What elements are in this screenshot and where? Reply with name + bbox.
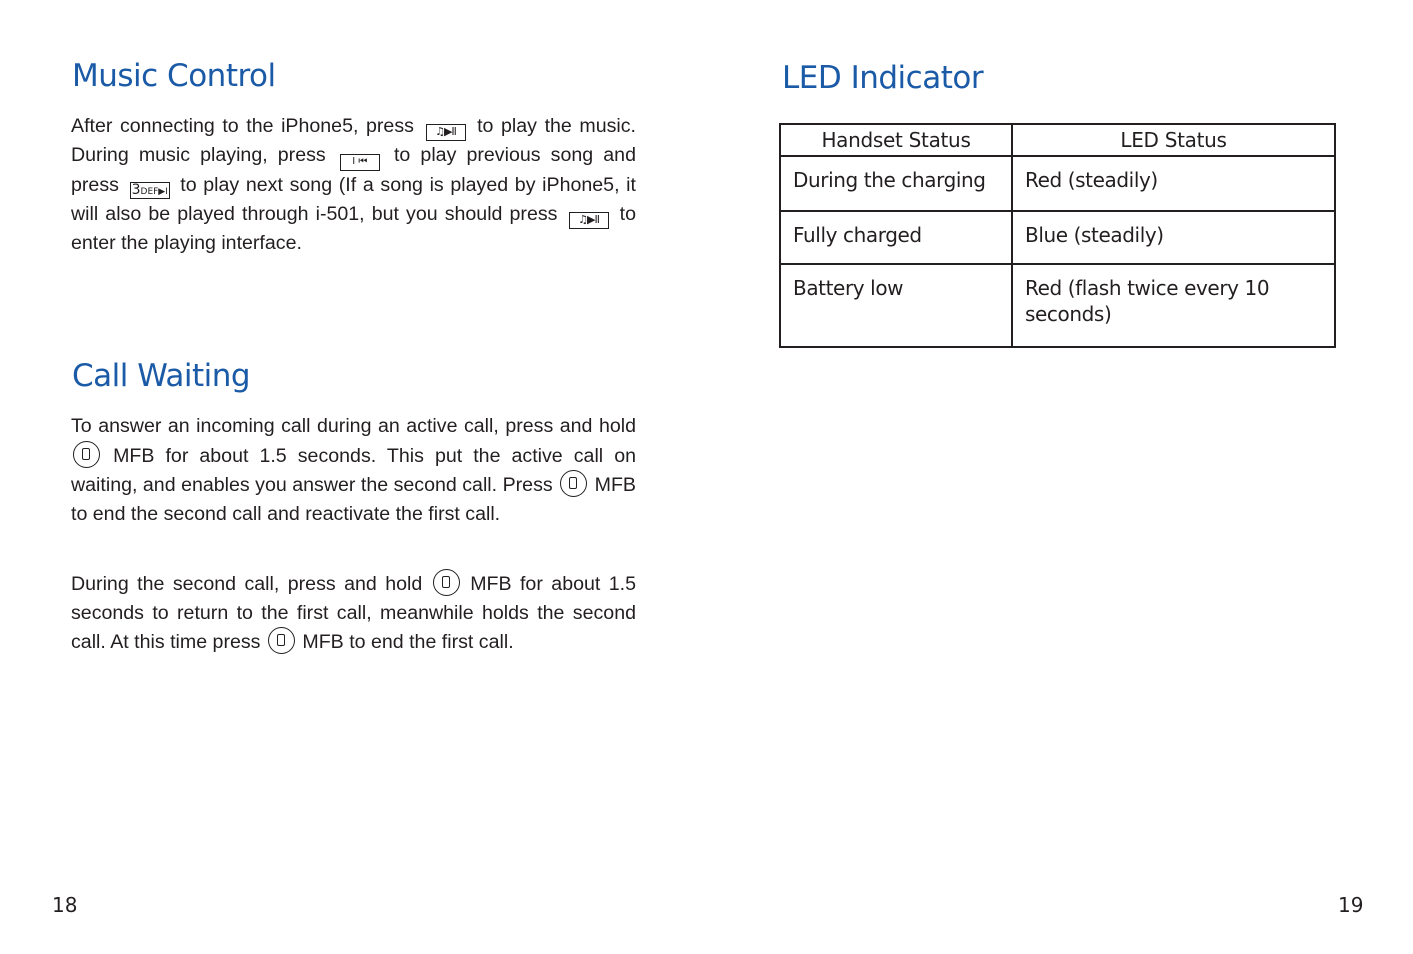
handset-status-cell: Fully charged	[780, 211, 1012, 264]
text-segment: To answer an incoming call during an active call, press and hold	[71, 415, 636, 437]
text-segment: MFB to end the second call and reactivate the first call.	[71, 474, 636, 525]
page-number-left: 18	[52, 893, 78, 917]
table-row	[780, 211, 1335, 264]
handset-status-cell: During the charging	[780, 156, 1012, 211]
next-key-letters: DEF▶I	[140, 187, 168, 197]
handset-status-cell: Battery low	[780, 264, 1012, 347]
table-row	[780, 156, 1335, 211]
mfb-button-icon	[433, 569, 460, 596]
table-row	[780, 264, 1335, 347]
led-status-cell: Red (flash twice every 10 seconds)	[1012, 264, 1335, 347]
play-pause-key-icon: ♫▶II	[426, 124, 466, 141]
led-status-table	[779, 123, 1336, 348]
text-segment: MFB to end the first call.	[302, 631, 514, 653]
text-segment: MFB for about 1.5 seconds to return to the first call, meanwhile holds the second call. At this time press	[71, 573, 637, 653]
table-header-row	[780, 124, 1335, 156]
mfb-button-icon	[560, 470, 587, 497]
text-segment: After connecting to the iPhone5, press	[71, 115, 414, 137]
music-control-paragraph	[71, 112, 636, 257]
led-status-cell: Blue (steadily)	[1012, 211, 1335, 264]
page-number-right: 19	[1338, 893, 1364, 917]
previous-key-icon: I ⏮	[340, 154, 380, 171]
call-waiting-paragraph-2	[71, 569, 636, 657]
text-segment: MFB for about 1.5 seconds. This put the active call on waiting, and enables you answer the second call. Press	[71, 444, 637, 496]
next-key-icon	[130, 182, 170, 199]
music-control-title: Music Control	[72, 58, 276, 94]
next-key-digit: 3	[131, 182, 141, 198]
play-pause-key-icon: ♫▶II	[569, 212, 609, 229]
text-segment: to enter the playing interface.	[71, 202, 636, 254]
call-waiting-paragraph-1	[71, 412, 636, 528]
mfb-button-icon	[73, 441, 100, 468]
text-segment: to play next song (If a song is played by iPhone5, it will also be played through i-501, but you should press	[71, 174, 636, 225]
led-status-cell: Red (steadily)	[1012, 156, 1335, 211]
column-header-handset-status: Handset Status	[780, 124, 1012, 156]
mfb-button-icon	[268, 627, 295, 654]
text-segment: to play the music. During music playing, press	[71, 115, 636, 166]
text-segment: to play previous song and press	[71, 144, 636, 196]
column-header-led-status: LED Status	[1012, 124, 1335, 156]
led-indicator-title: LED Indicator	[782, 60, 984, 96]
call-waiting-title: Call Waiting	[72, 358, 251, 394]
text-segment: During the second call, press and hold	[71, 573, 423, 595]
